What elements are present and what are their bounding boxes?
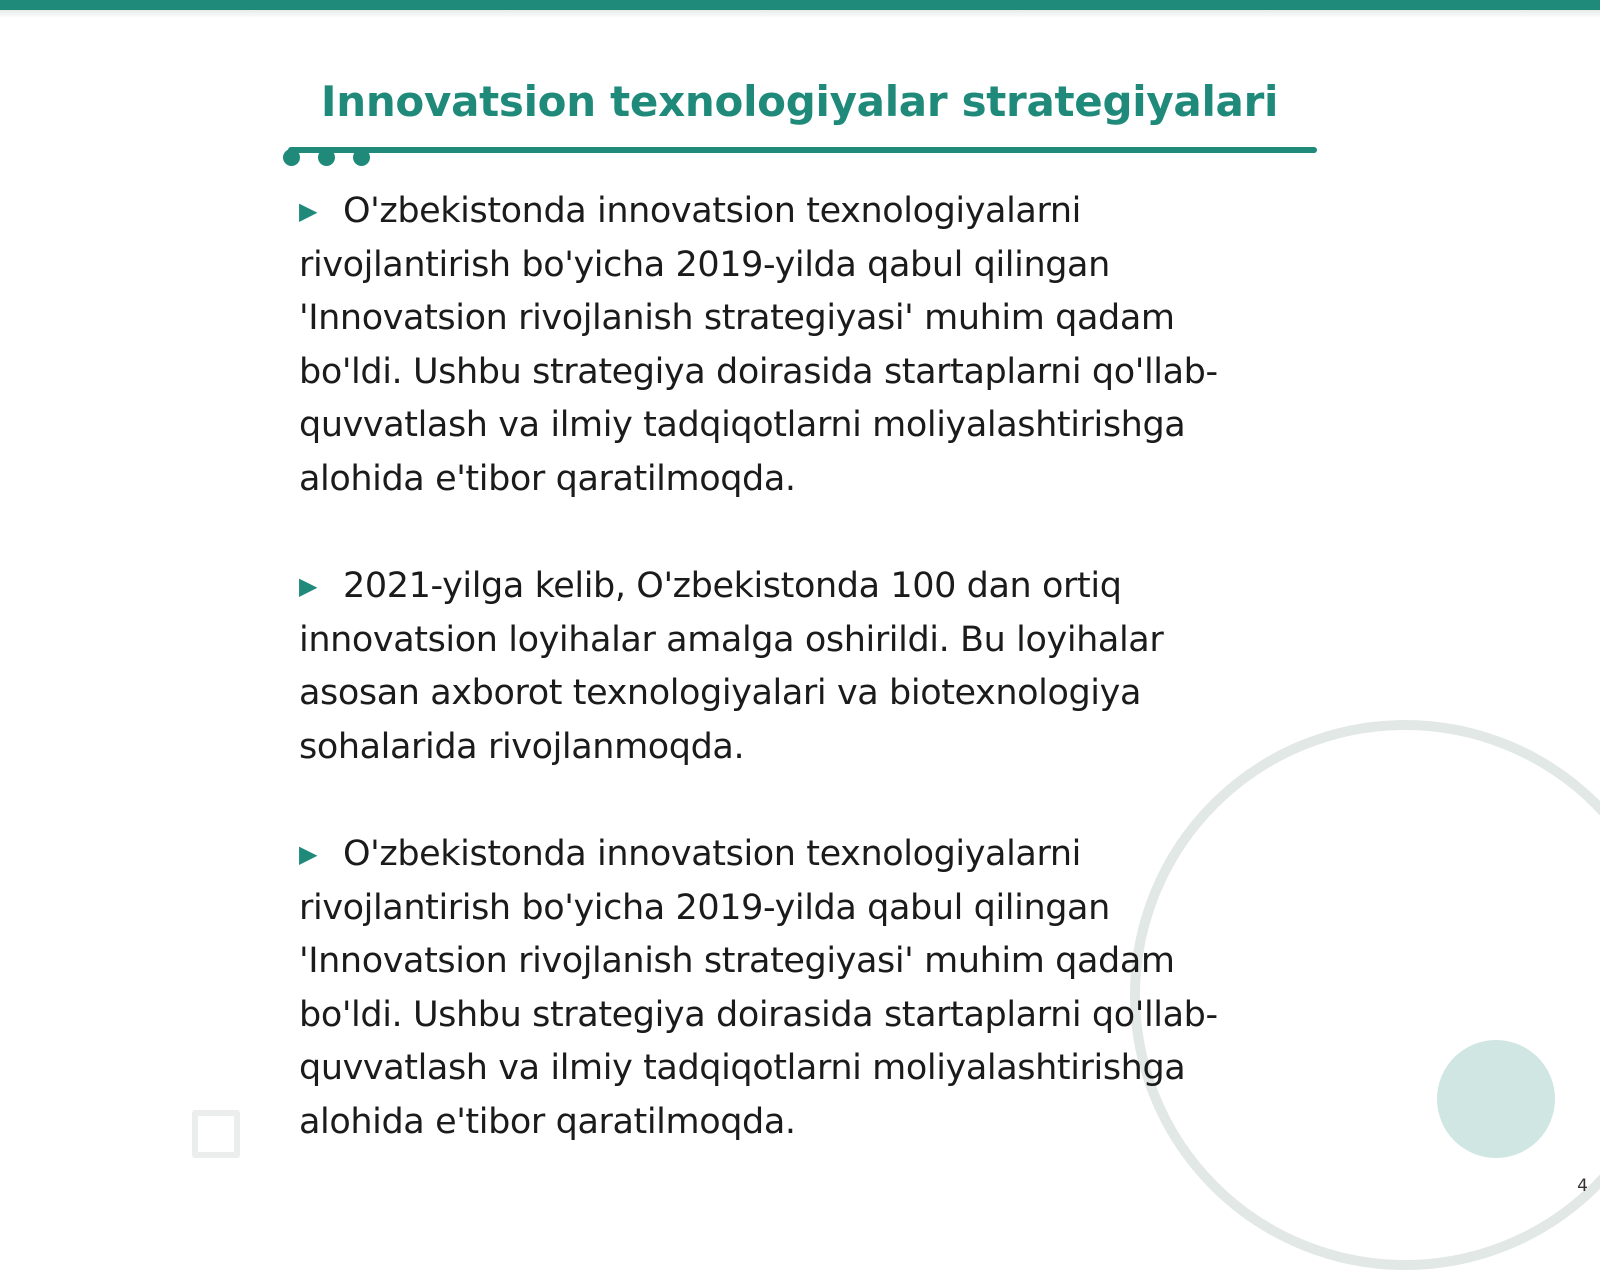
triangle-bullet-icon: ▶ xyxy=(299,840,318,868)
triangle-bullet-icon: ▶ xyxy=(299,572,318,600)
page-number: 4 xyxy=(1577,1176,1588,1196)
underline-dot xyxy=(318,149,335,166)
top-accent-bar xyxy=(0,0,1600,10)
slide-title: Innovatsion texnologiyalar strategiyalari xyxy=(320,77,1279,126)
bullet-text: 2021-yilga kelib, O'zbekistonda 100 dan ortiq innovatsion loyihalar amalga oshirildi. Bu loyihalar asosan axborot texnologiyalari va biotexnologiya sohalarida rivojlanmoqda. xyxy=(299,566,1164,767)
top-bar-shadow xyxy=(0,10,1600,18)
triangle-bullet-icon: ▶ xyxy=(299,197,318,225)
bullet-item xyxy=(299,185,1279,506)
bullet-list xyxy=(299,185,1279,1203)
underline-dot xyxy=(283,149,300,166)
underline-dot xyxy=(353,149,370,166)
title-underline xyxy=(288,147,1317,153)
bullet-item xyxy=(299,560,1279,774)
decorative-circle xyxy=(1437,1040,1555,1158)
bullet-item xyxy=(299,828,1279,1149)
bullet-text: O'zbekistonda innovatsion texnologiyalarni rivojlantirish bo'yicha 2019-yilda qabul qilingan 'Innovatsion rivojlanish strategiyasi' muhim qadam bo'ldi. Ushbu strategiya doirasida startaplarni qo'llab-quvvatlash va ilmiy tadqiqotlarni moliyalashtirishga alohida e'tibor qaratilmoqda. xyxy=(299,191,1218,499)
bullet-text: O'zbekistonda innovatsion texnologiyalarni rivojlantirish bo'yicha 2019-yilda qabul qilingan 'Innovatsion rivojlanish strategiyasi' muhim qadam bo'ldi. Ushbu strategiya doirasida startaplarni qo'llab-quvvatlash va ilmiy tadqiqotlarni moliyalashtirishga alohida e'tibor qaratilmoqda. xyxy=(299,834,1218,1142)
decorative-square xyxy=(192,1110,240,1158)
